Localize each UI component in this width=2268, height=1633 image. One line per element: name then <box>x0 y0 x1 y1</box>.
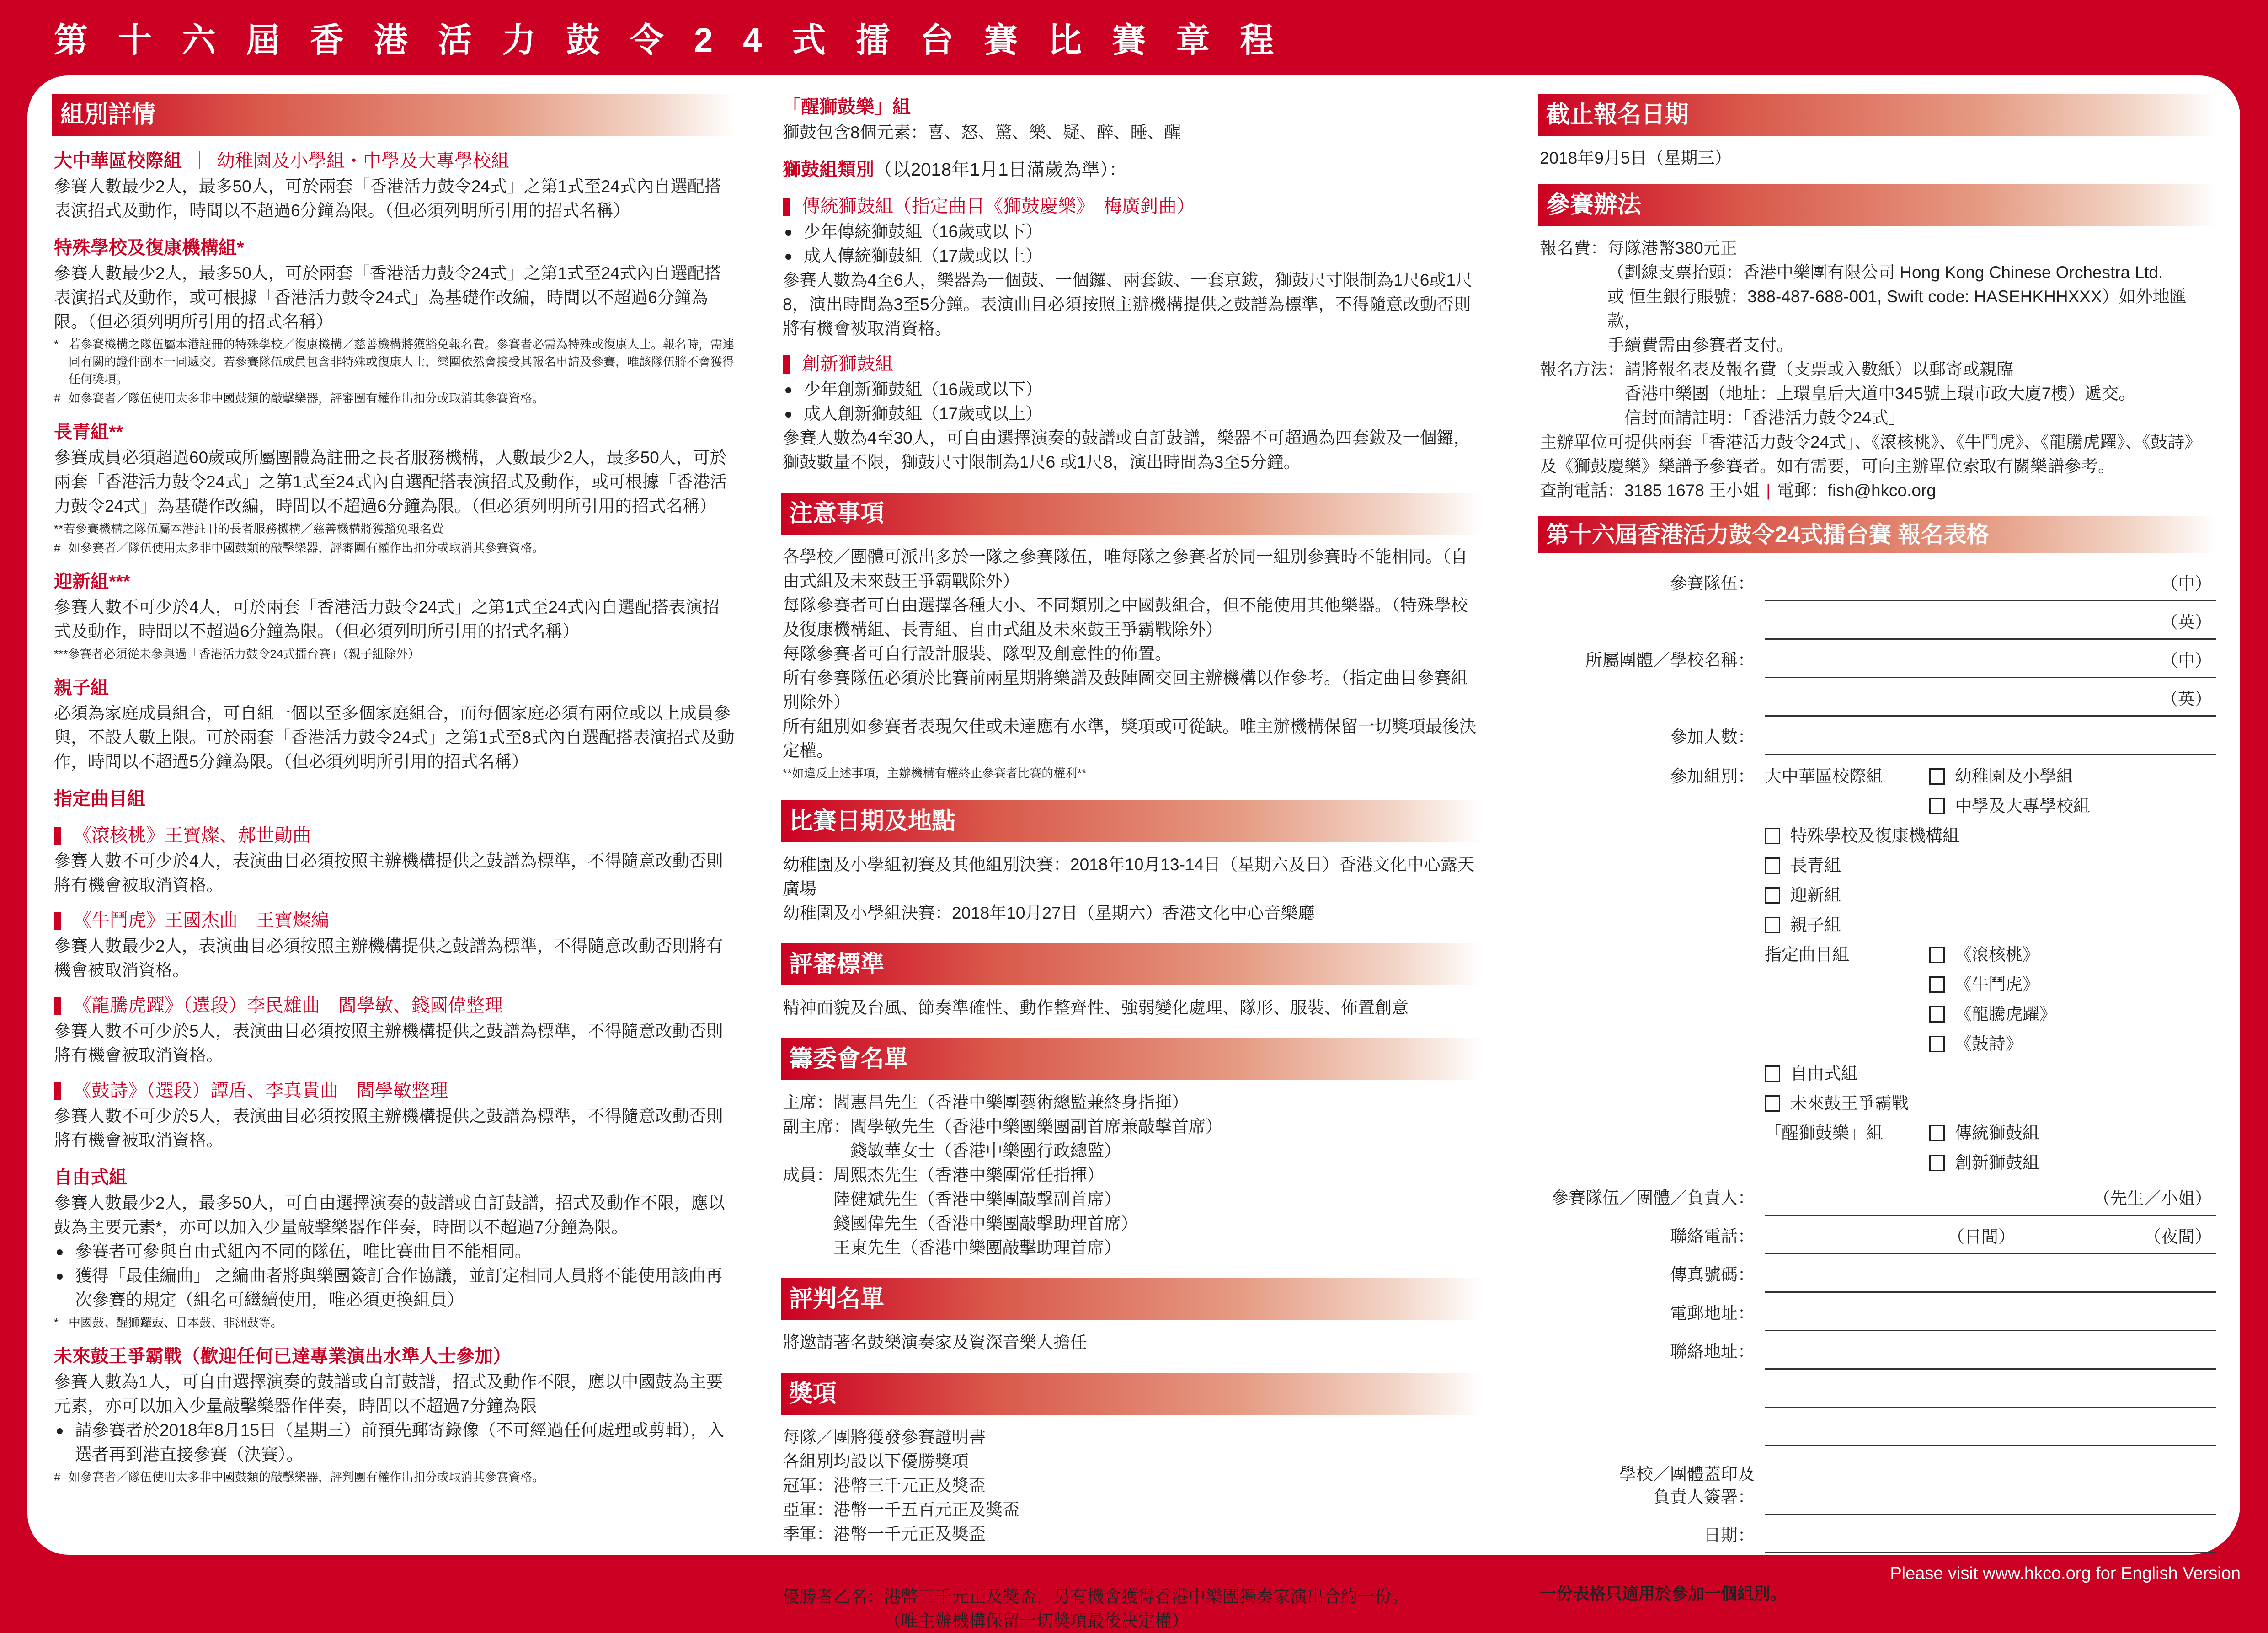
group-cell <box>1765 1148 1929 1178</box>
group-cell <box>1765 821 1959 851</box>
paragraph: 所有組別如參賽者表現欠佳或未達應有水準，獎項或可從缺。唯主辦機構保留一切獎項最後決定權。 <box>783 717 1476 760</box>
heading-bold: 長青組** <box>54 422 123 442</box>
row-label: 副主席： <box>783 1117 850 1136</box>
paragraph: 參賽人數不可少於4人，可於兩套「香港活力鼓令24式」之第1式至24式內自選配搭表演招式及動作，時間以不超過6分鐘為限。（但必須列明所引用的招式名稱） <box>54 598 720 641</box>
checkbox-label: 《滾核桃》 <box>1955 945 2039 964</box>
contact-line <box>1540 478 2216 503</box>
group-row <box>1540 821 2216 851</box>
field-hint: （日間） <box>1948 1227 2015 1246</box>
row-line: 每隊港幣380元正 <box>1607 239 1737 257</box>
footnote-text: 若參賽機構之隊伍屬本港註冊的特殊學校／復康機構／慈善機構將獲豁免報名費。參賽者必需為特殊或復康人士。報名時，需連同有關的證件副本一同遞交。若參賽隊伍成員包含非特殊或復康人士，樂團依然會接受其報名申請及參賽，唯該隊伍將不會獲得任何獎項。 <box>69 337 735 386</box>
contact-separator: | <box>1766 481 1771 500</box>
group-cell <box>1929 791 2216 821</box>
group-row <box>1540 1088 2216 1118</box>
group-cell <box>1929 969 2216 999</box>
heading-bold: 未來鼓王爭霸戰比賽 <box>783 1561 947 1581</box>
checkbox[interactable] <box>1929 947 1945 963</box>
label-value-row <box>783 1114 1482 1163</box>
field-label: 參加人數： <box>1670 728 1755 746</box>
row-line: 錢敏華女士（香港中樂團行政總監） <box>850 1141 1121 1160</box>
form-field <box>1540 1254 2216 1293</box>
group-cell <box>1765 1088 1909 1118</box>
group-heading <box>783 94 1482 120</box>
row-line: 周熙杰先生（香港中樂團常任指揮） <box>833 1166 1104 1184</box>
checkbox-option[interactable] <box>1765 821 1959 851</box>
checkbox[interactable] <box>1929 768 1945 785</box>
checkbox-option[interactable] <box>1765 910 1841 940</box>
paragraph: 每隊／團將獲發參賽證明書 <box>783 1428 986 1446</box>
field-label: 傳真號碼： <box>1670 1265 1755 1284</box>
paragraph: 所有參賽隊伍必須於比賽前兩星期將樂譜及鼓陣圖交回主辦機構以作參考。（指定曲目參賽組別除外） <box>783 669 1468 712</box>
row-line: 信封面請註明：「香港活力鼓令24式」 <box>1624 408 1905 427</box>
checkbox-label: 親子組 <box>1790 916 1841 934</box>
heading-bold: 親子組 <box>54 678 109 698</box>
footnote-text: **若參賽機構之隊伍屬本港註冊的長者服務機構／慈善機構將獲豁免報名費 <box>54 522 444 535</box>
bullet-item: 少年創新獅鼓組（16歲或以下） <box>783 377 1482 402</box>
row-line: 陸健斌先生（香港中樂團敲擊副首席） <box>833 1190 1121 1209</box>
form-field <box>1540 1331 2216 1370</box>
bullet-item: 請參賽者於2018年8月15日（星期三）前預先郵寄錄像（不可經過任何處理或剪輯），入選者再到港直接參賽（決賽）。 <box>54 1418 735 1467</box>
row-line: 香港中樂團（地址：上環皇后大道中345號上環市政大廈7樓）遞交。 <box>1624 384 2136 403</box>
checkbox[interactable] <box>1765 857 1780 874</box>
footnote <box>54 1314 735 1331</box>
paragraph: 季軍：港幣一千元正及獎盃 <box>783 1525 986 1543</box>
checkbox[interactable] <box>1929 1155 1945 1171</box>
paragraph: 精神面貌及台風、節奏準確性、動作整齊性、強弱變化處理、隊形、服裝、佈置創意 <box>783 998 1409 1017</box>
checkbox-option[interactable] <box>1765 1088 1909 1118</box>
group-cell <box>1765 791 1929 821</box>
group-row <box>1540 999 2216 1029</box>
field-input-line[interactable] <box>1765 683 2216 717</box>
section-header: 獎項 <box>781 1373 1482 1415</box>
checkbox-option[interactable] <box>1765 851 1841 880</box>
heading-subtitle: （以2018年1月1日滿歲為準）： <box>874 160 1127 180</box>
section-header: 評判名單 <box>781 1278 1482 1320</box>
checkbox[interactable] <box>1929 1006 1945 1023</box>
field-input-line[interactable] <box>1765 1298 2216 1331</box>
form-field <box>1540 1446 2216 1515</box>
row-values <box>884 1585 1482 1633</box>
checkbox[interactable] <box>1765 828 1780 844</box>
field-label <box>1540 710 1765 717</box>
group-row <box>1540 880 2216 910</box>
heading-bold: 未來鼓王爭霸戰（歡迎任何已達專業演出水準人士參加） <box>54 1346 511 1366</box>
form-field <box>1540 717 2216 755</box>
field-input-line[interactable] <box>1765 606 2216 640</box>
field-label: 聯絡電話： <box>1670 1227 1755 1246</box>
checkbox-label: 幼稚園及小學組 <box>1955 767 2073 786</box>
section-header: 籌委會名單 <box>781 1038 1482 1080</box>
footnote <box>54 336 735 388</box>
row-line: 錢國偉先生（香港中樂團敲擊助理首席） <box>833 1214 1138 1233</box>
field-label: 參賽隊伍： <box>1670 574 1755 593</box>
group-cell <box>1929 761 2216 791</box>
field-input-line[interactable] <box>1765 1221 2216 1254</box>
footnote <box>54 520 735 537</box>
checkbox-option[interactable] <box>1929 1029 2023 1059</box>
field-label: 參賽隊伍／團體／負責人： <box>1552 1189 1755 1207</box>
paragraph: 參賽人數不可少於5人，表演曲目必須按照主辦機構提供之鼓譜為標準，不得隨意改動否則將有機會被取消資格。 <box>54 1022 723 1065</box>
heading-bold: 自由式組 <box>54 1167 127 1188</box>
paragraph: 幼稚園及小學組初賽及其他組別決賽：2018年10月13-14日（星期六及日）香港文化中心露天廣場 <box>783 855 1475 898</box>
footnote <box>54 390 735 407</box>
group-category: 「醒獅鼓樂」組 <box>1765 1124 1883 1142</box>
paragraph: 2018年9月5日（星期三） <box>1540 149 1732 167</box>
heading-bold: 大中華區校際組 <box>54 151 182 171</box>
form-field <box>1540 640 2216 678</box>
subgroup-heading: 傳統獅鼓組（指定曲目《獅鼓慶樂》 梅廣釗曲） <box>783 193 1482 220</box>
paragraph: 參賽人數為4至6人，樂器為一個鼓、一個鑼、兩套鈸、一套京鈸，獅鼓尺寸限制為1尺6或1尺8，演出時間為3至5分鐘。表演曲目必須按照主辦機構提供之鼓譜為標準，不得隨意改動否則將有機會被取消資格。 <box>783 271 1473 338</box>
checkbox-option[interactable] <box>1929 1118 2039 1148</box>
field-label: 學校／團體蓋印及 負責人簽署： <box>1619 1465 1755 1506</box>
subgroup-heading: 《牛鬥虎》王國杰曲 王寶燦編 <box>54 907 735 934</box>
label-value-row <box>783 1090 1482 1114</box>
field-input-line[interactable] <box>1765 1413 2216 1446</box>
footnote <box>783 765 1482 782</box>
section-header: 組別詳情 <box>52 94 735 136</box>
field-hint: （英） <box>2161 613 2212 632</box>
row-line: 請將報名表及報名費（支票或入數紙）以郵寄或親臨 <box>1624 360 2013 379</box>
group-cell <box>1929 1029 2216 1059</box>
footnote <box>54 1468 735 1486</box>
heading-bold: 獅鼓組類別 <box>783 160 874 180</box>
field-hint: （中） <box>2161 651 2212 670</box>
footnote <box>54 539 735 557</box>
english-version-note: Please visit www.hkco.org for English Version <box>1890 1564 2241 1583</box>
row-values <box>850 1114 1482 1163</box>
field-input-line[interactable] <box>1765 1482 2216 1515</box>
footnote-text: ***參賽者必須從未參與過「香港活力鼓令24式擂台賽」（親子組除外） <box>54 647 420 661</box>
row-line: 手續費需由參賽者支付。 <box>1607 336 1793 354</box>
form-field <box>1540 1370 2216 1408</box>
paragraph: 每隊參賽者可自由選擇各種大小、不同類別之中國鼓組合，但不能使用其他樂器。（特殊學校及復康機構組、長青組、自由式組及未來鼓王爭霸戰除外） <box>783 596 1468 639</box>
checkbox[interactable] <box>1929 798 1945 814</box>
bullet-item: 少年傳統獅鼓組（16歲或以下） <box>783 220 1482 244</box>
form-note: 一份表格只適用於參加一個組別。 <box>1540 1584 1787 1603</box>
label-value-row <box>783 1163 1482 1260</box>
row-label: 優勝者乙名： <box>783 1587 884 1606</box>
checkbox-option[interactable] <box>1765 1059 1858 1088</box>
checkbox-label: 中學及大專學校組 <box>1955 797 2090 815</box>
checkbox[interactable] <box>1765 887 1780 904</box>
label-value-row <box>1540 357 2216 430</box>
checkbox-option[interactable] <box>1929 791 2090 821</box>
form-field <box>1540 1216 2216 1254</box>
field-hint: （夜間） <box>2144 1227 2212 1246</box>
group-row <box>1540 791 2216 821</box>
paragraph: 每隊參賽者可自行設計服裝、隊型及創意性的佈置。 <box>783 644 1172 663</box>
checkbox[interactable] <box>1929 976 1945 993</box>
checkbox-option[interactable] <box>1765 880 1841 910</box>
row-label: 主席： <box>783 1093 833 1112</box>
paragraph: 冠軍：港幣三千元正及獎盃 <box>783 1476 986 1495</box>
group-cell <box>1765 940 1929 969</box>
field-label <box>1540 633 1765 640</box>
checkbox[interactable] <box>1929 1036 1945 1052</box>
checkbox[interactable] <box>1765 1095 1780 1112</box>
row-line: 閻學敏先生（香港中樂團樂團副首席兼敲擊首席） <box>850 1117 1222 1136</box>
checkbox-label: 迎新組 <box>1790 886 1841 905</box>
group-heading <box>54 235 735 261</box>
group-heading <box>54 1164 735 1191</box>
paragraph: 參賽人數為1人，可自由選擇演奏的鼓譜或自訂鼓譜，招式及動作不限，應以中國鼓為主要元素，亦可以加入少量敲擊樂器作伴奏，時間以不超過7分鐘為限 <box>54 1372 723 1415</box>
field-label <box>1540 1440 1765 1446</box>
field-input-line[interactable] <box>1765 1336 2216 1370</box>
row-line: 王東先生（香港中樂團敲擊助理首席） <box>833 1238 1121 1257</box>
footnote-mark: # <box>54 541 61 555</box>
checkbox-label: 《龍騰虎躍》 <box>1955 1005 2056 1023</box>
group-category: 指定曲目組 <box>1765 945 1849 964</box>
paragraph: 各學校／團體可派出多於一隊之參賽隊伍，唯每隊之參賽者於同一組別參賽時不能相同。（自由式組及未來鼓王爭霸戰除外） <box>783 547 1468 590</box>
checkbox-label: 傳統獅鼓組 <box>1955 1124 2039 1142</box>
checkbox-label: 創新獅鼓組 <box>1955 1153 2039 1172</box>
bullet-list <box>783 377 1482 426</box>
row-values <box>1624 357 2216 430</box>
group-cell <box>1765 969 1929 999</box>
group-heading <box>54 675 735 701</box>
group-heading <box>54 1343 735 1370</box>
section-header: 比賽日期及地點 <box>781 800 1482 842</box>
footnote-text: 如參賽者／隊伍使用太多非中國鼓類的敲擊樂器，評審團有權作出扣分或取消其參賽資格。 <box>69 541 544 555</box>
field-label: 日期： <box>1704 1526 1755 1545</box>
checkbox-option[interactable] <box>1929 1148 2039 1178</box>
footnote <box>54 645 735 663</box>
row-line: （唯主辦機構保留一切獎項最後決定權） <box>884 1612 1189 1630</box>
checkbox-label: 自由式組 <box>1790 1064 1858 1083</box>
group-heading <box>783 1558 1482 1585</box>
contact-phone: 查詢電話：3185 1678 王小姐 <box>1540 481 1760 500</box>
footnote-text: **如違反上述事項，主辦機構有權終止參賽者比賽的權利** <box>783 766 1087 780</box>
footnote-text: 如參賽者／隊伍使用太多非中國鼓類的敲擊樂器，評判團有權作出扣分或取消其參賽資格。 <box>69 1470 544 1484</box>
paragraph: 獅鼓包含8個元素：喜、怒、驚、樂、疑、醉、睡、醒 <box>783 123 1181 142</box>
field-label: 電郵地址： <box>1670 1304 1755 1322</box>
column-registration <box>1540 94 2216 1604</box>
field-input-line[interactable] <box>1765 722 2216 755</box>
paragraph: 參賽成員必須超過60歲或所屬團體為註冊之長者服務機構，人數最少2人，最多50人，可於兩套「香港活力鼓令24式」之第1式至24式內自選配搭表演招式及動作，或可根據「香港活力鼓令24式」為基礎作改編，時間以不超過6分鐘為限。（但必須列明所引用的招式名稱） <box>54 448 727 515</box>
footnote-text: 如參賽者／隊伍使用太多非中國鼓類的敲擊樂器，評審團有權作出扣分或取消其參賽資格。 <box>69 391 544 405</box>
field-input-line[interactable] <box>1765 1183 2216 1216</box>
label-value-row <box>1540 236 2216 357</box>
row-values <box>1607 236 2216 357</box>
paragraph: 必須為家庭成員組合，可自組一個以至多個家庭組合，而每個家庭必須有兩位或以上成員參與，不設人數上限。可於兩套「香港活力鼓令24式」之第1式至8式內自選配搭表演招式及動作，時間以不超過5分鐘為限。（但必須列明所引用的招式名稱） <box>54 704 735 771</box>
footnote-mark: * <box>54 1316 59 1329</box>
group-row <box>1540 1029 2216 1059</box>
group-cell <box>1929 940 2216 969</box>
field-hint: （先生／小姐） <box>2093 1189 2212 1208</box>
section-header: 注意事項 <box>781 493 1482 535</box>
checkbox-label: 《牛鬥虎》 <box>1955 975 2039 994</box>
field-label: 所屬團體／學校名稱： <box>1585 651 1755 669</box>
paragraph: 參賽人數最少2人，表演曲目必須按照主辦機構提供之鼓譜為標準，不得隨意改動否則將有機會被取消資格。 <box>54 937 723 980</box>
paragraph: 亞軍：港幣一千五百元正及獎盃 <box>783 1500 1019 1519</box>
field-input-line[interactable] <box>1765 568 2216 601</box>
contact-email[interactable]: 電郵：fish@hkco.org <box>1777 481 1936 500</box>
heading-bold: 特殊學校及復康機構組* <box>54 238 244 258</box>
subgroup-heading: 《鼓詩》（選段）譚盾、李真貴曲 閻學敏整理 <box>54 1077 735 1104</box>
group-cell <box>1929 1118 2216 1148</box>
row-line: 或 恒生銀行賬號：388-487-688-001, Swift code: HASEHKHHXXX）如外地匯款， <box>1607 287 2187 330</box>
form-field <box>1540 1293 2216 1331</box>
form-field <box>1540 678 2216 717</box>
field-label <box>1540 1402 1765 1408</box>
checkbox-label: 長青組 <box>1790 856 1841 875</box>
row-values <box>833 1163 1482 1260</box>
row-line: 閻惠昌先生（香港中樂團藝術總監兼終身指揮） <box>833 1093 1189 1112</box>
group-cell <box>1765 851 1841 880</box>
checkbox-option[interactable] <box>1929 940 2039 969</box>
checkbox[interactable] <box>1765 1065 1780 1082</box>
heading-subtitle: 幼稚園及小學組・中學及大專學校組 <box>217 151 509 171</box>
group-cell <box>1765 1029 1929 1059</box>
group-cell <box>1929 999 2216 1029</box>
paragraph: 參賽人數不可少於4人，表演曲目必須按照主辦機構提供之鼓譜為標準，不得隨意改動否則將有機會被取消資格。 <box>54 851 723 894</box>
form-field <box>1540 1515 2216 1553</box>
field-input-line[interactable] <box>1765 645 2216 678</box>
row-line: 港幣三千元正及獎盃，另有機會獲得香港中樂團獨奏家演出合約一份。 <box>884 1587 1409 1606</box>
bullet-list <box>54 1239 735 1312</box>
group-heading <box>54 786 735 812</box>
bullet-item: 成人創新獅鼓組（17歲或以上） <box>783 402 1482 426</box>
column-group-details <box>54 94 735 1486</box>
field-label: 聯絡地址： <box>1670 1342 1755 1361</box>
heading-separator: ｜ <box>190 151 208 171</box>
bullet-item: 獲得「最佳編曲」 之編曲者將與樂團簽訂合作協議，並訂定相同人員將不能使用該曲再次參賽的規定（組名可繼續使用，唯必須更換組員） <box>54 1264 735 1312</box>
subgroup-heading: 《龍騰虎躍》（選段）李民雄曲 閻學敏、錢國偉整理 <box>54 992 735 1019</box>
bullet-list <box>783 220 1482 268</box>
subgroup-heading: 創新獅鼓組 <box>783 351 1482 377</box>
group-row <box>1540 940 2216 969</box>
row-line: （劃線支票抬頭：香港中樂團有限公司 Hong Kong Chinese Orchestra Ltd. <box>1607 263 2163 282</box>
paragraph: 參賽人數為4至30人，可自由選擇演奏的鼓譜或自訂鼓譜，樂器不可超過為四套鈸及一個鑼，獅鼓數量不限，獅鼓尺寸限制為1尺6 或1尺8，演出時間為3至5分鐘。 <box>783 428 1471 471</box>
registration-form <box>1540 563 2216 1604</box>
field-input-line[interactable] <box>1765 1259 2216 1293</box>
row-values <box>833 1090 1482 1114</box>
column-rules <box>783 94 1482 1633</box>
bullet-item: 參賽者可參與自由式組內不同的隊伍，唯比賽曲目不能相同。 <box>54 1239 735 1264</box>
page-title: 第十六屆香港活力鼓令24式擂台賽比賽章程 <box>54 21 1304 59</box>
paragraph: 幼稚園及小學組決賽：2018年10月27日（星期六）香港文化中心音樂廳 <box>783 904 1315 922</box>
bullet-list <box>54 1418 735 1467</box>
subgroup-heading: 《滾核桃》王寶燦、郝世勛曲 <box>54 822 735 849</box>
paragraph: 參賽人數最少2人，最多50人，可於兩套「香港活力鼓令24式」之第1式至24式內自選配搭表演招式及動作，時間以不超過6分鐘為限。（但必須列明所引用的招式名稱） <box>54 177 721 220</box>
section-header: 參賽辦法 <box>1538 184 2216 226</box>
form-field <box>1540 1408 2216 1446</box>
field-hint: （中） <box>2161 574 2212 593</box>
checkbox-option[interactable] <box>1929 761 2073 791</box>
footnote-mark: # <box>54 1470 61 1484</box>
form-field <box>1540 563 2216 601</box>
group-cell <box>1765 999 1929 1029</box>
bullet-item: 成人傳統獅鼓組（17歲或以上） <box>783 244 1482 268</box>
group-cell <box>1765 880 1841 910</box>
section-header: 第十六屆香港活力鼓令24式擂台賽 報名表格 <box>1538 516 2216 553</box>
checkbox-label: 特殊學校及復康機構組 <box>1790 826 1959 845</box>
group-row <box>1540 1148 2216 1178</box>
group-row <box>1540 851 2216 880</box>
heading-bold: 「醒獅鼓樂」組 <box>783 97 911 117</box>
checkbox-option[interactable] <box>1929 999 2056 1029</box>
row-label: 報名費： <box>1540 239 1607 257</box>
paragraph: 參賽人數不可少於5人，表演曲目必須按照主辦機構提供之鼓譜為標準，不得隨意改動否則將有機會被取消資格。 <box>54 1107 723 1150</box>
group-row <box>1540 969 2216 999</box>
checkbox-label: 未來鼓王爭霸戰 <box>1790 1094 1909 1113</box>
checkbox-label: 《鼓詩》 <box>1955 1034 2023 1053</box>
group-cell <box>1765 1059 1858 1088</box>
group-heading <box>54 568 735 595</box>
group-options <box>1540 761 2216 1178</box>
field-hint: （英） <box>2161 690 2212 708</box>
row-label: 報名方法： <box>1540 360 1624 379</box>
heading-bold: 迎新組*** <box>54 572 130 592</box>
group-label: 參加組別： <box>1670 767 1755 786</box>
group-row <box>1540 1059 2216 1088</box>
checkbox[interactable] <box>1765 917 1780 933</box>
group-cell <box>1765 910 1841 940</box>
checkbox-option[interactable] <box>1929 969 2039 999</box>
paragraph: 參賽人數最少2人，最多50人，可自由選擇演奏的鼓譜或自訂鼓譜，招式及動作不限，應以鼓為主要元素*，亦可以加入少量敲擊樂器作伴奏，時間以不超過7分鐘為限。 <box>54 1194 725 1237</box>
group-cell <box>1929 1148 2216 1178</box>
paragraph: 各組別均設以下優勝獎項 <box>783 1452 969 1471</box>
group-cell <box>1765 1118 1929 1148</box>
paragraph: 參賽人數最少2人，最多50人，可於兩套「香港活力鼓令24式」之第1式至24式內自選配搭表演招式及動作，或可根據「香港活力鼓令24式」為基礎作改編，時間以不超過6分鐘為限。（但必須列明所引用的招式名稱） <box>54 264 721 331</box>
label-value-row <box>783 1585 1482 1633</box>
form-field <box>1540 1178 2216 1216</box>
field-input-line[interactable] <box>1765 1375 2216 1408</box>
row-label: 成員： <box>783 1166 833 1184</box>
footnote-text: 中國鼓、醒獅鑼鼓、日本鼓、非洲鼓等。 <box>69 1316 283 1329</box>
group-heading <box>54 148 735 174</box>
field-input-line[interactable] <box>1765 1520 2216 1553</box>
group-cell <box>1765 761 1929 791</box>
footnote-mark: * <box>54 337 59 351</box>
group-heading <box>783 156 1482 183</box>
group-row <box>1540 1118 2216 1148</box>
group-row <box>1540 910 2216 940</box>
group-heading <box>54 419 735 445</box>
checkbox[interactable] <box>1929 1125 1945 1141</box>
heading-bold: 指定曲目組 <box>54 789 145 809</box>
paragraph: 將邀請著名鼓樂演奏家及資深音樂人擔任 <box>783 1333 1087 1352</box>
section-header: 截止報名日期 <box>1538 94 2216 136</box>
footnote-mark: # <box>54 391 61 405</box>
group-category: 大中華區校際組 <box>1765 767 1883 786</box>
paragraph: 主辦單位可提供兩套「香港活力鼓令24式」、《滾核桃》、《牛鬥虎》、《龍騰虎躍》、《鼓詩》及《獅鼓慶樂》樂譜予參賽者。如有需要，可向主辦單位索取有關樂譜參考。 <box>1540 433 2202 476</box>
form-field <box>1540 601 2216 640</box>
section-header: 評審標準 <box>781 943 1482 985</box>
